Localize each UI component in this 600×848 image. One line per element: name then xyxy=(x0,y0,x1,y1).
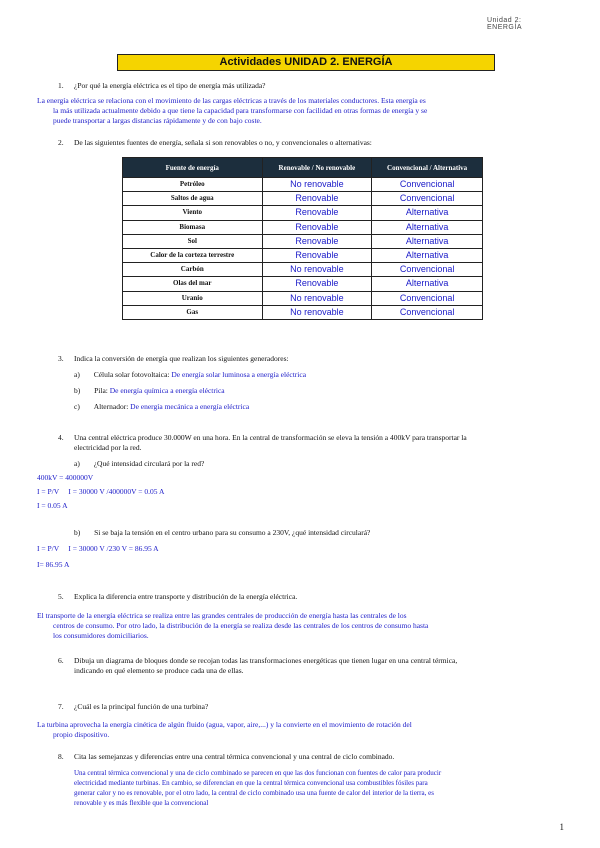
calc-line: I = 0.05 A xyxy=(37,501,68,510)
source-cell: Gas xyxy=(123,305,263,319)
table-header-row xyxy=(123,158,483,178)
type-cell: Convencional xyxy=(372,192,483,206)
calc-line: I= 86.95 A xyxy=(37,560,70,569)
renewable-cell: Renovable xyxy=(262,206,372,220)
page-number: 1 xyxy=(559,822,564,832)
source-cell: Olas del mar xyxy=(123,277,263,291)
table-row xyxy=(123,263,483,277)
unit-header xyxy=(487,17,522,31)
question-number: 3. xyxy=(58,354,64,363)
answer-1 xyxy=(37,96,565,126)
item-letter: b) xyxy=(74,386,81,395)
table-row xyxy=(123,291,483,305)
item-letter: a) xyxy=(74,459,80,468)
renewable-cell: No renovable xyxy=(262,178,372,192)
conversion-item-a xyxy=(74,370,306,380)
conversion-item-c xyxy=(74,402,249,412)
item-label: Alternador: xyxy=(93,402,129,411)
answer-line: La energía eléctrica se relaciona con el movimiento de las cargas eléctricas a través de los materiales conductores. Esta energía es xyxy=(37,96,426,105)
answer-line: centros de consumo. Por otro lado, la distribución de la energía se realiza desde las centrales de los centros de consumo hasta xyxy=(53,621,429,630)
source-cell: Petróleo xyxy=(123,178,263,192)
renewable-cell: Renovable xyxy=(262,220,372,234)
type-cell: Alternativa xyxy=(372,220,483,234)
question-number: 7. xyxy=(58,702,64,711)
type-cell: Alternativa xyxy=(372,277,483,291)
calc-line: I = P/V I = 30000 V /230 V = 86.95 A xyxy=(37,544,159,553)
table-row xyxy=(123,178,483,192)
type-cell: Alternativa xyxy=(372,234,483,248)
item-label: ¿Qué intensidad circulará por la red? xyxy=(93,459,205,468)
question-text: Indica la conversión de energía que realizan los siguientes generadores: xyxy=(74,354,289,363)
question-text: Dibuja un diagrama de bloques donde se recojan todas las transformaciones energéticas que tienen lugar en una central térmica, xyxy=(74,656,458,665)
renewable-cell: Renovable xyxy=(262,248,372,262)
item-answer: De energía mecánica a energía eléctrica xyxy=(130,402,250,411)
source-cell: Calor de la corteza terrestre xyxy=(123,248,263,262)
question-number: 1. xyxy=(58,81,64,90)
item-letter: a) xyxy=(74,370,80,379)
table-row xyxy=(123,234,483,248)
answer-line: generar calor y no es renovable, por el otro lado, la central de ciclo combinado usa una fuente de calor del interior de la tierra, es xyxy=(74,789,434,797)
item-label: Si se baja la tensión en el centro urbano para su consumo a 230V, ¿qué intensidad circulará? xyxy=(94,528,371,537)
source-cell: Sol xyxy=(123,234,263,248)
answer-line: puede transportar a largas distancias rápidamente y de con bajo coste. xyxy=(53,116,262,125)
question-number: 2. xyxy=(58,138,64,147)
question-number: 6. xyxy=(58,656,64,665)
table-row xyxy=(123,305,483,319)
type-cell: Convencional xyxy=(372,178,483,192)
question-4a xyxy=(74,459,204,469)
question-text: Una central eléctrica produce 30.000W en una hora. En la central de transformación se eleva la tensión a 400kV para transportar la xyxy=(74,433,467,442)
question-text: ¿Cuál es la principal función de una turbina? xyxy=(74,702,209,711)
renewable-cell: No renovable xyxy=(262,263,372,277)
unit-header-line2: ENERGÍA xyxy=(486,24,522,31)
item-label: Célula solar fotovoltaica: xyxy=(93,370,170,379)
page-title: Actividades UNIDAD 2. ENERGÍA xyxy=(219,56,393,68)
renewable-cell: No renovable xyxy=(262,291,372,305)
source-cell: Viento xyxy=(123,206,263,220)
answer-line: los consumidores domiciliarios. xyxy=(53,631,149,640)
answer-5 xyxy=(37,611,565,641)
renewable-cell: No renovable xyxy=(262,305,372,319)
question-4-continuation: electricidad por la red. xyxy=(74,443,142,452)
question-text: Cita las semejanzas y diferencias entre una central térmica convencional y una central de ciclo combinado. xyxy=(74,752,395,761)
item-label: Pila: xyxy=(94,386,108,395)
source-cell: Uranio xyxy=(123,291,263,305)
energy-sources-table xyxy=(122,157,483,320)
renewable-cell: Renovable xyxy=(262,192,372,206)
title-box xyxy=(117,54,495,71)
answer-line: La turbina aprovecha la energía cinética de algún fluido (agua, vapor, aire,...) y la convierte en el movimiento de rotación del xyxy=(37,720,412,729)
source-cell: Saltos de agua xyxy=(123,192,263,206)
answer-line: renovable y es más flexible que la convencional xyxy=(74,799,209,807)
answer-line: propio dispositivo. xyxy=(53,730,110,739)
renewable-cell: Renovable xyxy=(262,277,372,291)
answer-line: la más utilizada actualmente debido a que tiene la capacidad para transformarse con facilidad en otras formas de energía y se xyxy=(53,106,428,115)
source-cell: Carbón xyxy=(123,263,263,277)
question-number: 8. xyxy=(58,752,64,761)
table-row xyxy=(123,277,483,291)
type-cell: Convencional xyxy=(372,305,483,319)
type-cell: Alternativa xyxy=(372,248,483,262)
question-text: Explica la diferencia entre transporte y distribución de la energía eléctrica. xyxy=(74,592,298,601)
answer-8 xyxy=(74,768,564,808)
table-row xyxy=(123,220,483,234)
answer-line: Una central térmica convencional y una de ciclo combinado se parecen en que las dos funcionan con fuentes de calor para producir xyxy=(74,769,442,777)
unit-header-line1: Unidad 2: xyxy=(486,17,522,24)
type-cell: Convencional xyxy=(372,263,483,277)
calc-line: I = P/V I = 30000 V /400000V = 0.05 A xyxy=(37,487,165,496)
table-row xyxy=(123,206,483,220)
item-letter: c) xyxy=(74,402,80,411)
type-cell: Alternativa xyxy=(372,206,483,220)
calc-line: 400kV = 400000V xyxy=(37,473,94,482)
source-cell: Biomasa xyxy=(123,220,263,234)
item-answer: De energía química a energía eléctrica xyxy=(109,386,225,395)
question-text: ¿Por qué la energía eléctrica es el tipo de energía más utilizada? xyxy=(74,81,266,90)
answer-line: electricidad mediante turbinas. En cambio, se diferencian en que la central térmica convencional usa combustibles fósiles para xyxy=(74,779,428,787)
table-row xyxy=(123,192,483,206)
question-text: De las siguientes fuentes de energía, señala si son renovables o no, y convencionales o alternativas: xyxy=(74,138,372,147)
column-header: Renovable / No renovable xyxy=(262,158,372,178)
type-cell: Convencional xyxy=(372,291,483,305)
answer-line: El transporte de la energía eléctrica se realiza entre las grandes centrales de producción de energía hasta las centrales de los xyxy=(37,611,407,620)
question-number: 4. xyxy=(58,433,64,442)
column-header: Fuente de energía xyxy=(123,158,263,178)
table-row xyxy=(123,248,483,262)
answer-7 xyxy=(37,720,565,740)
question-number: 5. xyxy=(58,592,64,601)
item-answer: De energía solar luminosa a energía eléctrica xyxy=(171,370,307,379)
question-6-continuation: indicando en qué elemento se produce cada una de ellas. xyxy=(74,666,244,675)
item-letter: b) xyxy=(74,528,81,537)
renewable-cell: Renovable xyxy=(262,234,372,248)
question-4b xyxy=(74,528,370,538)
column-header: Convencional / Alternativa xyxy=(372,158,483,178)
conversion-item-b xyxy=(74,386,225,396)
